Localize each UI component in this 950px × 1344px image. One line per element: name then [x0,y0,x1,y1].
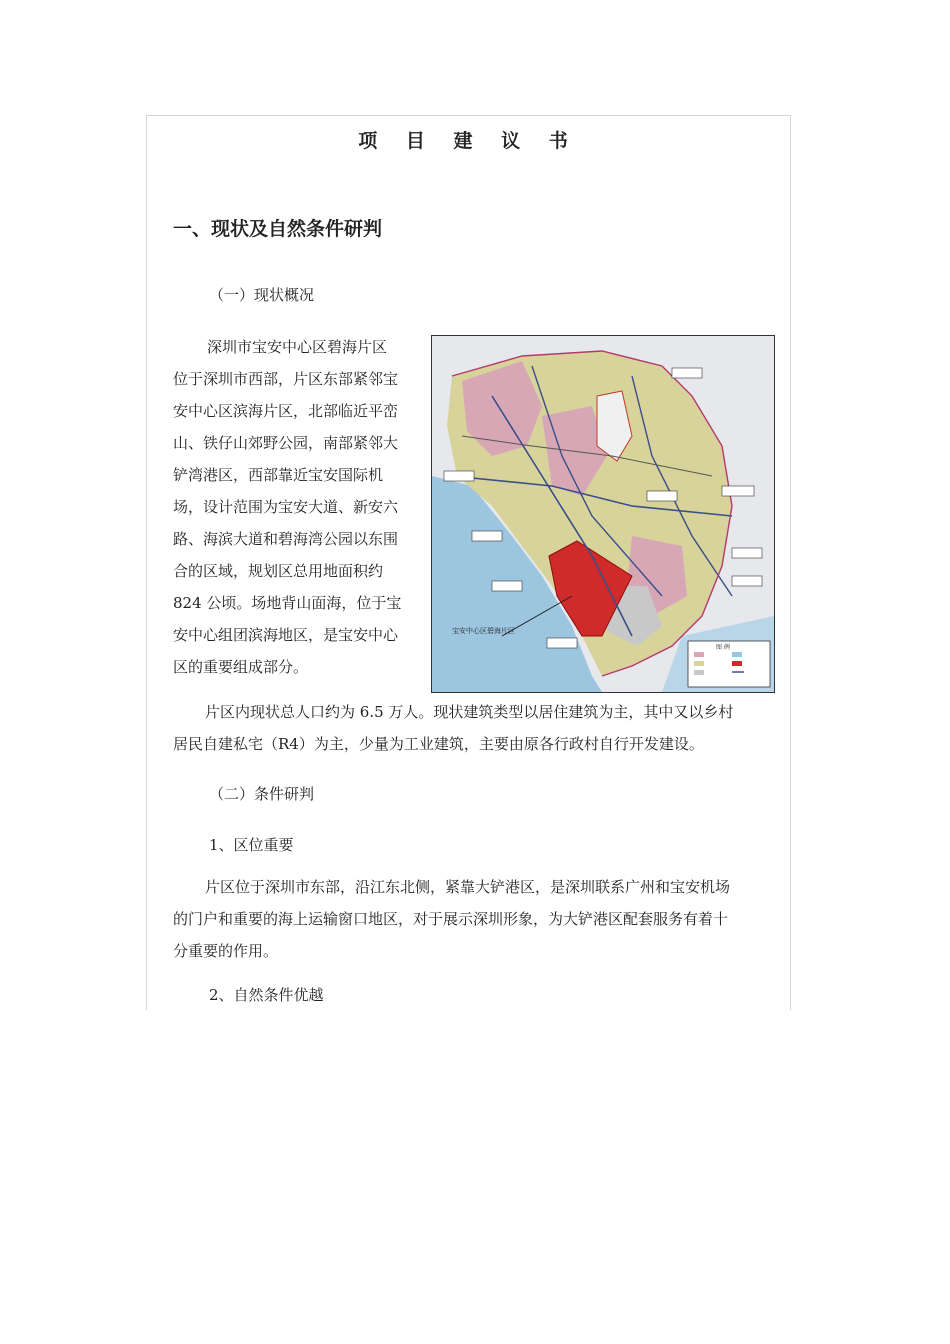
text-line: 居民自建私宅（R4）为主，少量为工业建筑，主要由原各行政村自行开发建设。 [173,735,704,753]
point-heading-natural: 2、自然条件优越 [209,986,324,1004]
text-line: 山、铁仔山郊野公园，南部紧邻大 [173,434,399,452]
map-site-label: 宝安中心区碧海片区 [452,627,515,635]
text-line: 的门户和重要的海上运输窗口地区，对于展示深圳形象，为大铲港区配套服务有着十 [173,910,729,928]
point-heading-location: 1、区位重要 [209,836,294,854]
text-line: 片区位于深圳市东部，沿江东北侧，紧靠大铲港区，是深圳联系广州和宝安机场 [205,878,731,896]
text-line: 铲湾港区，西部靠近宝安国际机 [173,466,384,484]
text-line: 路、海滨大道和碧海湾公园以东围 [173,530,399,548]
population-paragraph [173,696,783,760]
text-line: 深圳市宝安中心区碧海片区 [207,338,388,356]
map-legend-title: 图 例 [716,644,730,651]
text-line: 824 公顷。场地背山面海，位于宝 [173,594,402,612]
text-line: 区的重要组成部分。 [173,658,309,676]
document-title: 项 目 建 议 书 [358,130,579,152]
text-line: 分重要的作用。 [173,942,279,960]
subsection-heading-status: （一）现状概况 [209,286,315,304]
document-page [146,115,791,1010]
map-illustration [432,336,774,692]
site-location-map [431,335,775,693]
section-heading: 一、现状及自然条件研判 [173,218,383,240]
text-line: 合的区域，规划区总用地面积约 [173,562,384,580]
subsection-heading-conditions: （二）条件研判 [209,785,315,803]
text-line: 片区内现状总人口约为 6.5 万人。现状建筑类型以居住建筑为主，其中又以乡村 [205,703,734,721]
location-paragraph [173,871,783,967]
site-description-paragraph [173,331,423,683]
text-line: 安中心区滨海片区，北部临近平峦 [173,402,399,420]
text-line: 安中心组团滨海地区，是宝安中心 [173,626,399,644]
text-line: 位于深圳市西部，片区东部紧邻宝 [173,370,399,388]
text-line: 场，设计范围为宝安大道、新安六 [173,498,399,516]
